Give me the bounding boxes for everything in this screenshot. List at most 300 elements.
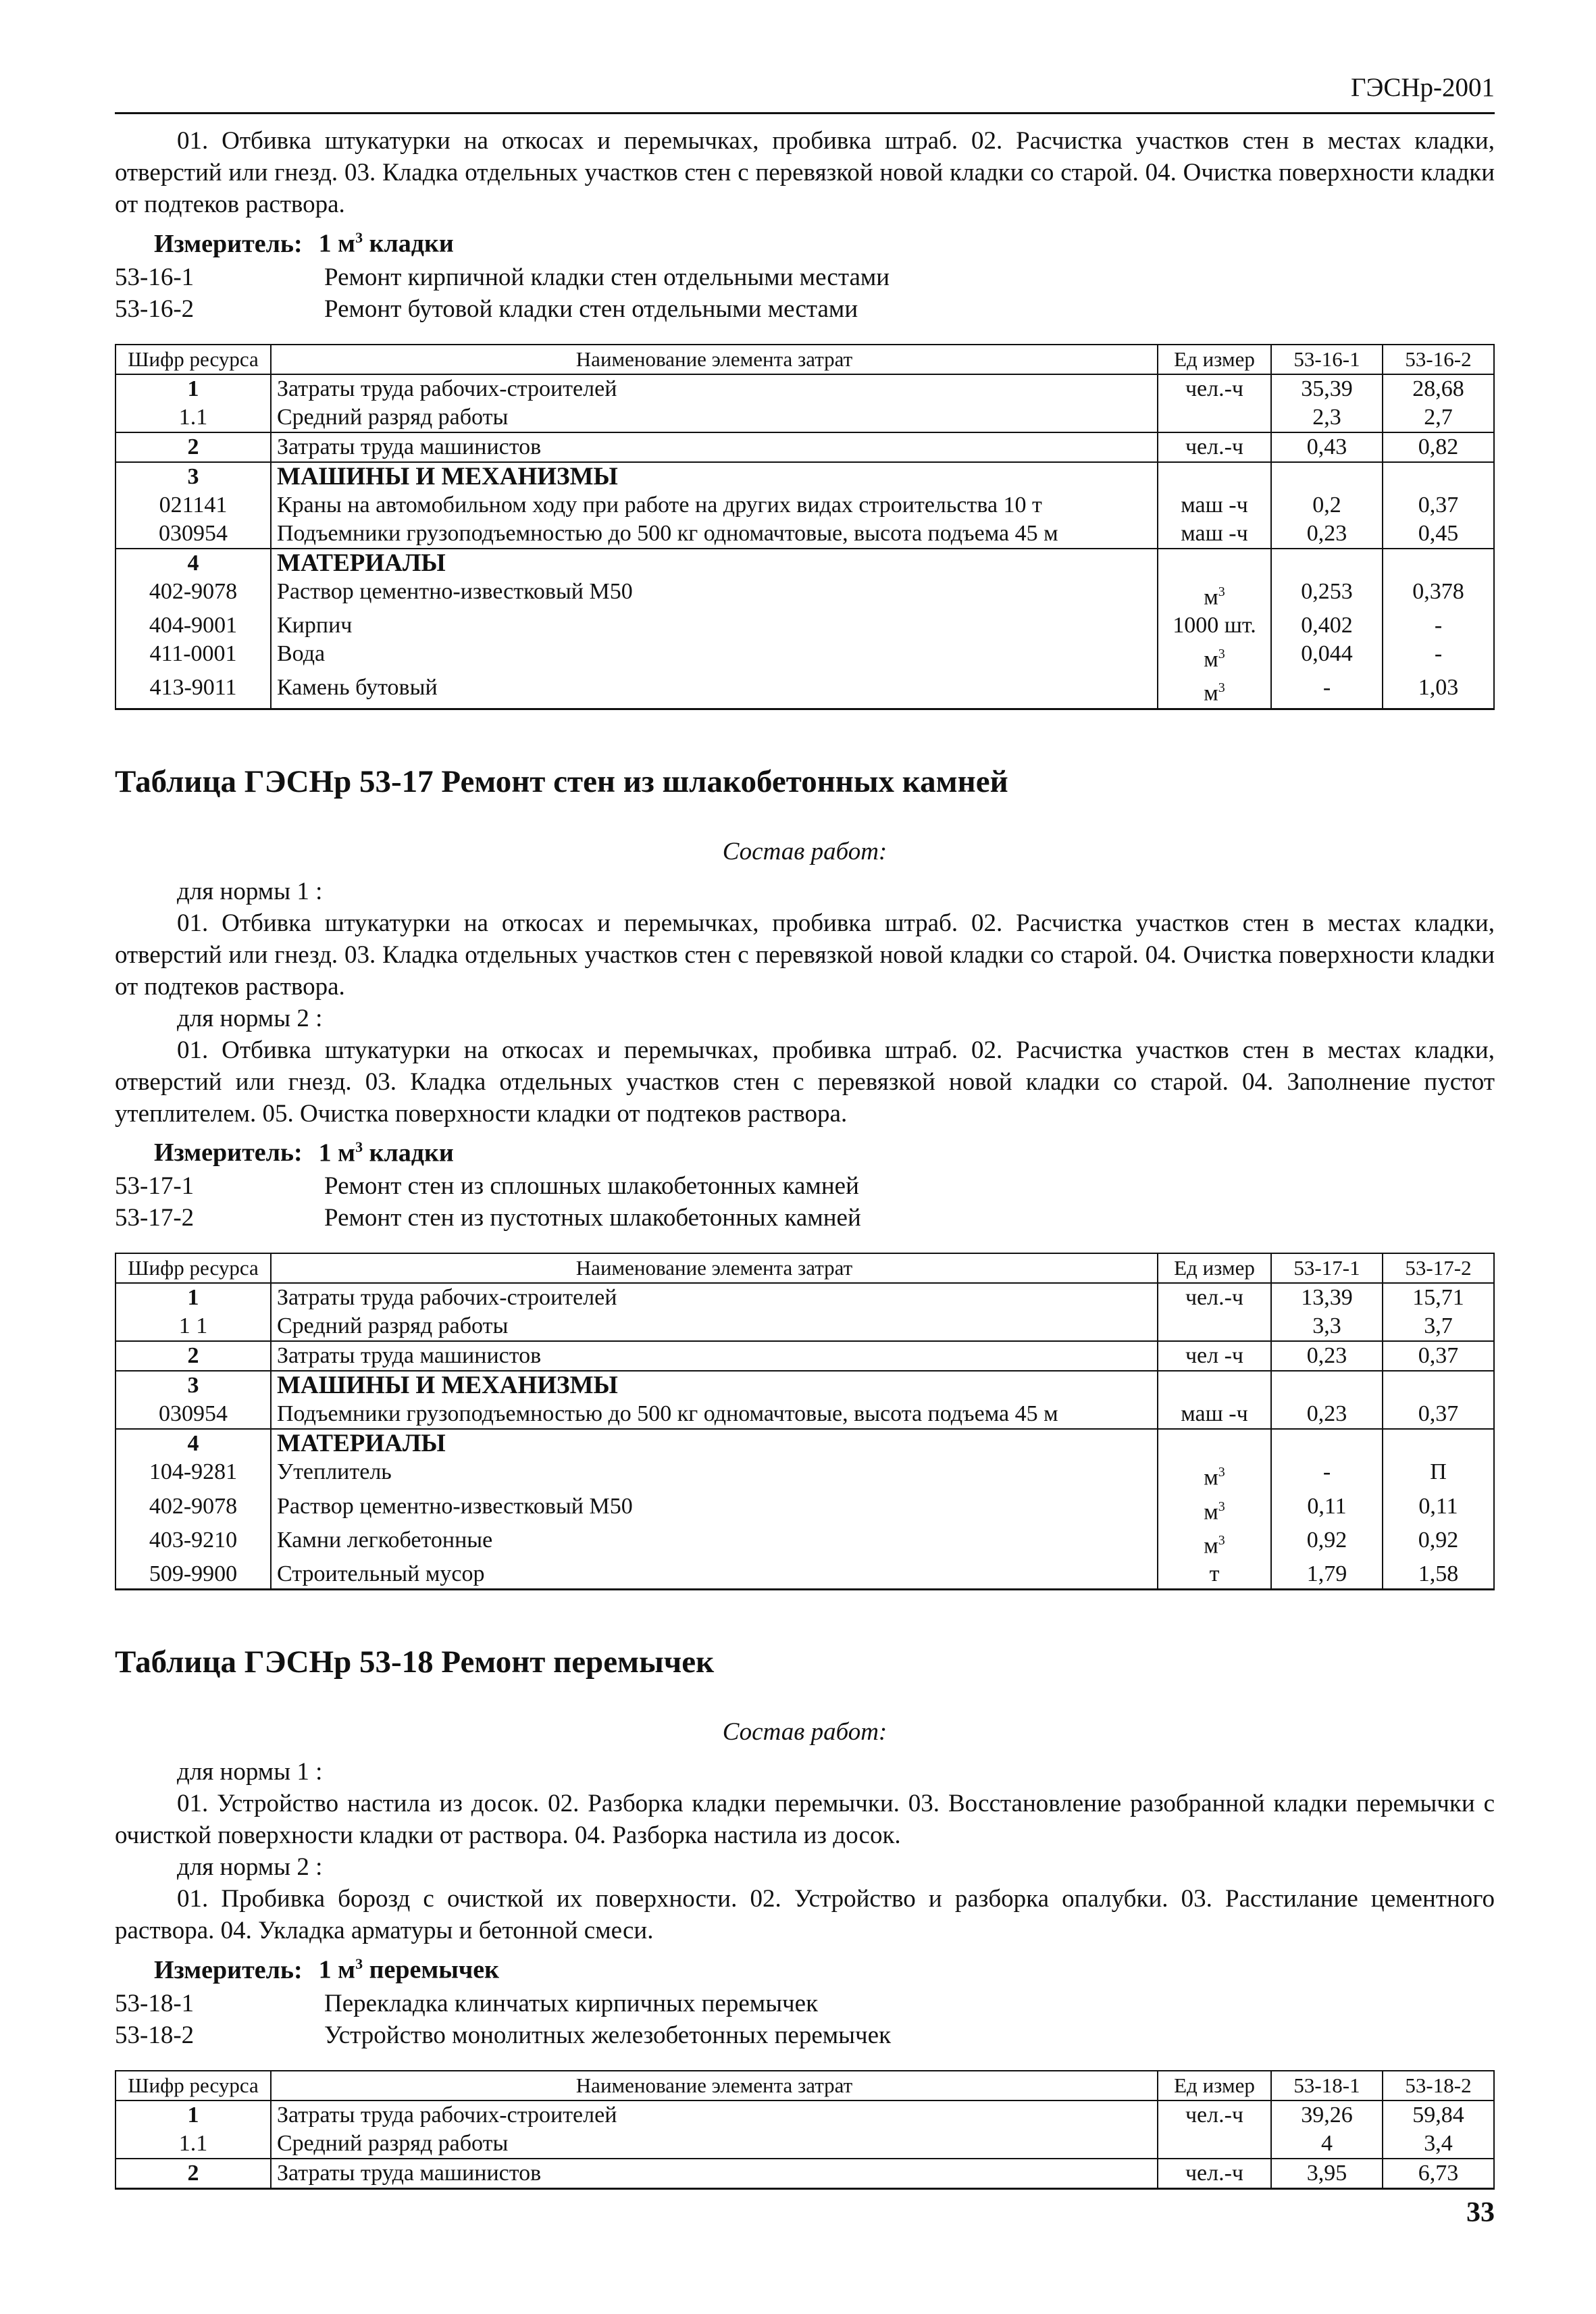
cell-value-1 bbox=[1271, 1400, 1383, 1429]
cell-unit bbox=[1158, 374, 1271, 403]
norm1-label: для нормы 1 : bbox=[177, 877, 323, 905]
cell-value-2 bbox=[1383, 640, 1494, 674]
table-section-row bbox=[115, 1371, 1494, 1400]
table-row bbox=[115, 611, 1494, 640]
cell-unit bbox=[1158, 462, 1271, 491]
norm-code: 53-16-1 bbox=[115, 263, 195, 291]
measure-label: Измеритель: bbox=[154, 1955, 303, 1984]
cell-code bbox=[115, 1371, 271, 1400]
cell-unit-text: 1000 шт. bbox=[1173, 612, 1256, 638]
cell-value-2 bbox=[1383, 2130, 1494, 2159]
cell-unit bbox=[1158, 1458, 1271, 1492]
cell-unit bbox=[1158, 1560, 1271, 1590]
cell-name bbox=[271, 1283, 1158, 1312]
table-row bbox=[115, 1341, 1494, 1371]
cell-name-text: Затраты труда рабочих-строителей bbox=[277, 1285, 617, 1311]
cell-code-text: 1 bbox=[187, 2102, 199, 2128]
cell-name-text: Средний разряд работы bbox=[277, 404, 509, 430]
cell-value-2-text: 2,7 bbox=[1424, 404, 1453, 430]
table-section-row bbox=[115, 1429, 1494, 1458]
cell-unit bbox=[1158, 578, 1271, 611]
cell-value-2-text: 0,11 bbox=[1418, 1493, 1458, 1519]
cell-name bbox=[271, 1526, 1158, 1560]
cell-name-text: МАШИНЫ И МЕХАНИЗМЫ bbox=[277, 462, 618, 491]
cell-unit bbox=[1158, 403, 1271, 432]
cell-name bbox=[271, 2130, 1158, 2159]
cell-code-text: 413-9011 bbox=[149, 675, 237, 701]
cell-value-1 bbox=[1271, 1312, 1383, 1341]
col-header-norm2: 53-18-2 bbox=[1383, 2071, 1494, 2101]
cell-name bbox=[271, 1312, 1158, 1341]
table-row bbox=[115, 520, 1494, 549]
cell-value-2 bbox=[1383, 1526, 1494, 1560]
cell-value-2-text: 15,71 bbox=[1412, 1285, 1464, 1311]
cell-value-1-text: 0,23 bbox=[1306, 520, 1347, 546]
cell-name-text: Раствор цементно-известковый М50 bbox=[277, 1493, 633, 1519]
cell-name-text: Затраты труда машинистов bbox=[277, 2160, 542, 2186]
cell-value-2-text: 1,58 bbox=[1418, 1561, 1459, 1587]
cell-value-2 bbox=[1383, 1400, 1494, 1429]
cell-value-2 bbox=[1383, 403, 1494, 432]
cell-name bbox=[271, 403, 1158, 432]
table-row bbox=[115, 1458, 1494, 1492]
measure-line bbox=[115, 222, 1495, 260]
table-heading: Таблица ГЭСНр 53-18 Ремонт перемычек bbox=[115, 1644, 715, 1680]
cell-value-2 bbox=[1383, 462, 1494, 491]
col-header-norm1: 53-17-1 bbox=[1271, 1253, 1383, 1283]
norm-line bbox=[115, 1202, 1495, 1234]
cell-unit-text: маш -ч bbox=[1181, 492, 1248, 518]
col-header-norm1: 53-16-1 bbox=[1271, 345, 1383, 374]
norm1-label: для нормы 1 : bbox=[177, 1758, 323, 1786]
cell-unit-text: чел.-ч bbox=[1185, 434, 1244, 459]
cell-name-text: Кирпич bbox=[277, 612, 353, 638]
cell-value-1-text: 0,044 bbox=[1301, 640, 1353, 666]
table-row bbox=[115, 640, 1494, 674]
cell-name-text: Затраты труда машинистов bbox=[277, 434, 542, 459]
table-row bbox=[115, 674, 1494, 709]
cell-name-text: МАТЕРИАЛЫ bbox=[277, 549, 446, 577]
cell-name bbox=[271, 549, 1158, 578]
composition-title: Состав работ: bbox=[722, 1718, 887, 1746]
cell-value-2 bbox=[1383, 1341, 1494, 1371]
cell-code-text: 2 bbox=[187, 434, 199, 459]
cell-value-1-text: - bbox=[1322, 675, 1331, 701]
col-header-unit: Ед измер bbox=[1158, 2071, 1271, 2101]
cell-code bbox=[115, 1526, 271, 1560]
cell-unit bbox=[1158, 432, 1271, 462]
cell-code bbox=[115, 1429, 271, 1458]
table-section-row bbox=[115, 462, 1494, 491]
cell-unit bbox=[1158, 1492, 1271, 1526]
cell-code-text: 1.1 bbox=[178, 2130, 208, 2156]
cell-name-text: Подъемники грузоподъемностью до 500 кг одномачтовые, высота подъема 45 м bbox=[277, 1401, 1058, 1427]
cell-code-text: 402-9078 bbox=[149, 578, 238, 604]
table-row bbox=[115, 374, 1494, 403]
cell-value-1-text: 0,23 bbox=[1306, 1401, 1347, 1427]
cell-value-1 bbox=[1271, 462, 1383, 491]
cell-name bbox=[271, 1492, 1158, 1526]
cell-code-text: 403-9210 bbox=[149, 1527, 238, 1553]
table-row bbox=[115, 2101, 1494, 2130]
norm-line bbox=[115, 1988, 1495, 2019]
cell-unit bbox=[1158, 1283, 1271, 1312]
col-header-unit: Ед измер bbox=[1158, 1253, 1271, 1283]
table-row bbox=[115, 2159, 1494, 2189]
cell-code bbox=[115, 2130, 271, 2159]
cell-code-text: 3 bbox=[187, 463, 199, 489]
cell-value-2 bbox=[1383, 374, 1494, 403]
cell-name-text: Утеплитель bbox=[277, 1459, 392, 1485]
norm2-label: для нормы 2 : bbox=[177, 1004, 323, 1032]
cell-unit bbox=[1158, 491, 1271, 520]
page-number: 33 bbox=[1466, 2197, 1495, 2228]
cell-unit bbox=[1158, 674, 1271, 709]
cell-value-1-text: 1,79 bbox=[1306, 1561, 1347, 1587]
cell-unit bbox=[1158, 1429, 1271, 1458]
norm-name: Перекладка клинчатых кирпичных перемычек bbox=[324, 1989, 819, 2017]
cell-unit bbox=[1158, 1371, 1271, 1400]
col-header-code: Шифр ресурса bbox=[115, 345, 271, 374]
norm-code: 53-18-2 bbox=[115, 2021, 195, 2049]
cell-code bbox=[115, 1492, 271, 1526]
table-row bbox=[115, 1400, 1494, 1429]
table-header-row bbox=[115, 1253, 1494, 1283]
cell-value-1-text: 0,253 bbox=[1301, 578, 1353, 604]
cell-value-2-text: 3,4 bbox=[1424, 2130, 1453, 2156]
cell-value-1 bbox=[1271, 549, 1383, 578]
cell-value-2-text: 6,73 bbox=[1418, 2160, 1459, 2186]
section-53-18 bbox=[115, 1642, 1495, 2190]
cell-value-1 bbox=[1271, 520, 1383, 549]
cell-code-text: 104-9281 bbox=[149, 1459, 238, 1485]
cell-name-text: Камни легкобетонные bbox=[277, 1527, 493, 1553]
cell-value-1-text: 0,11 bbox=[1307, 1493, 1347, 1519]
cell-value-2 bbox=[1383, 491, 1494, 520]
measure-line bbox=[115, 1131, 1495, 1169]
cell-code bbox=[115, 491, 271, 520]
unit-superscript: 3 bbox=[1218, 680, 1225, 696]
cell-code bbox=[115, 403, 271, 432]
cell-value-1-text: 4 bbox=[1321, 2130, 1333, 2156]
table-row bbox=[115, 1560, 1494, 1590]
norm-name: Устройство монолитных железобетонных перемычек bbox=[324, 2021, 892, 2049]
cell-value-2-text: П bbox=[1430, 1459, 1447, 1485]
cell-name bbox=[271, 520, 1158, 549]
unit-superscript: 3 bbox=[1218, 646, 1225, 661]
cell-unit-text: т bbox=[1209, 1561, 1220, 1587]
norm2-label: для нормы 2 : bbox=[177, 1853, 323, 1882]
cell-value-2 bbox=[1383, 1283, 1494, 1312]
cell-unit-text: чел.-ч bbox=[1185, 1285, 1244, 1311]
norm-line bbox=[115, 2019, 1495, 2051]
cell-value-1 bbox=[1271, 1341, 1383, 1371]
cell-value-1 bbox=[1271, 2130, 1383, 2159]
measure-line bbox=[115, 1948, 1495, 1986]
table-row bbox=[115, 2130, 1494, 2159]
cell-code-text: 021141 bbox=[159, 492, 228, 518]
cell-unit bbox=[1158, 1312, 1271, 1341]
cell-unit-text: чел -ч bbox=[1185, 1343, 1244, 1369]
cell-value-2-text: 0,378 bbox=[1412, 578, 1464, 604]
cell-name-text: МАШИНЫ И МЕХАНИЗМЫ bbox=[277, 1372, 618, 1400]
cell-value-1-text: 35,39 bbox=[1301, 376, 1353, 401]
cell-code-text: 509-9900 bbox=[149, 1561, 238, 1587]
resource-table bbox=[115, 344, 1495, 710]
cell-value-1 bbox=[1271, 491, 1383, 520]
cell-code bbox=[115, 2159, 271, 2189]
cell-value-1 bbox=[1271, 640, 1383, 674]
cell-code bbox=[115, 2101, 271, 2130]
cell-value-2 bbox=[1383, 1429, 1494, 1458]
cell-unit-text: чел.-ч bbox=[1185, 376, 1244, 401]
measure-value: 1 м bbox=[318, 229, 356, 258]
cell-value-2 bbox=[1383, 1312, 1494, 1341]
table-row bbox=[115, 1526, 1494, 1560]
col-header-name: Наименование элемента затрат bbox=[271, 345, 1158, 374]
cell-code-text: 1 1 bbox=[178, 1313, 208, 1339]
cell-value-1-text: 0,2 bbox=[1312, 492, 1341, 518]
cell-code bbox=[115, 1341, 271, 1371]
cell-value-1-text: 0,402 bbox=[1301, 612, 1353, 638]
measure-value: 1 м bbox=[318, 1955, 356, 1984]
cell-code-text: 402-9078 bbox=[149, 1493, 238, 1519]
table-header-row bbox=[115, 345, 1494, 374]
col-header-code: Шифр ресурса bbox=[115, 1253, 271, 1283]
cell-code-text: 4 bbox=[187, 550, 199, 576]
cell-value-1-text: 3,95 bbox=[1306, 2160, 1347, 2186]
cell-value-2 bbox=[1383, 578, 1494, 611]
cell-unit bbox=[1158, 520, 1271, 549]
cell-name-text: Затраты труда рабочих-строителей bbox=[277, 2102, 617, 2128]
cell-name bbox=[271, 462, 1158, 491]
cell-name bbox=[271, 1371, 1158, 1400]
section-53-16 bbox=[115, 125, 1495, 710]
cell-code-text: 030954 bbox=[159, 520, 228, 546]
table-row bbox=[115, 432, 1494, 462]
cell-value-2-text: 28,68 bbox=[1412, 376, 1464, 401]
cell-code bbox=[115, 1400, 271, 1429]
measure-label: Измеритель: bbox=[154, 229, 303, 258]
cell-code bbox=[115, 1458, 271, 1492]
cell-name bbox=[271, 1400, 1158, 1429]
resource-table bbox=[115, 2070, 1495, 2190]
cell-value-2-text: 0,37 bbox=[1418, 1401, 1459, 1427]
norm1-text: 01. Отбивка штукатурки на откосах и перемычках, пробивка штраб. 02. Расчистка участков стен в местах кладки, отверстий или гнезд. 03. Кладка отдельных участков стен с перевязкой новой кладки со старой. 04. Очистка поверхности кладки от подтеков раствора. bbox=[115, 909, 1495, 1001]
cell-value-2-text: 0,82 bbox=[1418, 434, 1459, 459]
cell-unit-text: м bbox=[1204, 647, 1218, 672]
cell-code-text: 4 bbox=[187, 1431, 199, 1457]
cell-name bbox=[271, 674, 1158, 709]
cell-value-2 bbox=[1383, 611, 1494, 640]
work-composition-text: 01. Отбивка штукатурки на откосах и перемычках, пробивка штраб. 02. Расчистка участков стен в местах кладки, отверстий или гнезд. 03. Кладка отдельных участков стен с перевязкой новой кладки со старой. 04. Очистка поверхности кладки от подтеков раствора. bbox=[115, 127, 1495, 218]
cell-value-2-text: 0,45 bbox=[1418, 520, 1459, 546]
norm-name: Ремонт стен из пустотных шлакобетонных камней bbox=[324, 1204, 861, 1232]
table-heading: Таблица ГЭСНр 53-17 Ремонт стен из шлакобетонных камней bbox=[115, 763, 1008, 799]
unit-superscript: 3 bbox=[1218, 584, 1225, 599]
cell-value-2-text: - bbox=[1434, 640, 1443, 666]
col-header-name: Наименование элемента затрат bbox=[271, 1253, 1158, 1283]
col-header-norm1: 53-18-1 bbox=[1271, 2071, 1383, 2101]
cell-unit bbox=[1158, 640, 1271, 674]
table-row bbox=[115, 1283, 1494, 1312]
cell-unit bbox=[1158, 611, 1271, 640]
cell-unit-text: маш -ч bbox=[1181, 520, 1248, 546]
cell-code bbox=[115, 374, 271, 403]
norm-name: Ремонт стен из сплошных шлакобетонных камней bbox=[324, 1172, 859, 1201]
norm-line bbox=[115, 1170, 1495, 1202]
cell-value-1 bbox=[1271, 403, 1383, 432]
cell-code-text: 1.1 bbox=[178, 404, 208, 430]
cell-unit-text: м bbox=[1204, 1499, 1218, 1524]
cell-name-text: Средний разряд работы bbox=[277, 1313, 509, 1339]
cell-name-text: МАТЕРИАЛЫ bbox=[277, 1430, 446, 1458]
cell-name-text: Средний разряд работы bbox=[277, 2130, 509, 2156]
cell-value-2 bbox=[1383, 432, 1494, 462]
cell-code-text: 030954 bbox=[159, 1401, 228, 1427]
norm1-text: 01. Устройство настила из досок. 02. Разборка кладки перемычки. 03. Восстановление разобранной кладки перемычки с очисткой поверхности кладки от раствора. 04. Разборка настила из досок. bbox=[115, 1790, 1495, 1850]
cell-value-1 bbox=[1271, 1429, 1383, 1458]
col-header-norm2: 53-17-2 bbox=[1383, 1253, 1494, 1283]
cell-value-1 bbox=[1271, 1492, 1383, 1526]
cell-value-1 bbox=[1271, 1283, 1383, 1312]
cell-code bbox=[115, 578, 271, 611]
unit-superscript: 3 bbox=[1218, 1532, 1225, 1548]
cell-value-2-text: 59,84 bbox=[1412, 2102, 1464, 2128]
measure-sup: 3 bbox=[355, 229, 363, 246]
cell-name bbox=[271, 611, 1158, 640]
composition-title: Состав работ: bbox=[722, 837, 887, 865]
cell-value-2-text: 0,37 bbox=[1418, 1343, 1459, 1369]
cell-value-2-text: 3,7 bbox=[1424, 1313, 1453, 1339]
cell-name-text: Строительный мусор bbox=[277, 1561, 485, 1587]
cell-code bbox=[115, 1560, 271, 1590]
cell-unit bbox=[1158, 1526, 1271, 1560]
col-header-norm2: 53-16-2 bbox=[1383, 345, 1494, 374]
cell-code bbox=[115, 611, 271, 640]
norm-name: Ремонт бутовой кладки стен отдельными местами bbox=[324, 295, 858, 323]
norm-code: 53-18-1 bbox=[115, 1989, 195, 2017]
cell-code-text: 404-9001 bbox=[149, 612, 238, 638]
cell-code-text: 1 bbox=[187, 376, 199, 401]
cell-value-1 bbox=[1271, 374, 1383, 403]
cell-code bbox=[115, 640, 271, 674]
cell-value-1-text: - bbox=[1322, 1459, 1331, 1485]
cell-code bbox=[115, 520, 271, 549]
cell-value-2 bbox=[1383, 549, 1494, 578]
running-head: ГЭСНр-2001 bbox=[115, 68, 1495, 114]
cell-code bbox=[115, 462, 271, 491]
cell-value-2 bbox=[1383, 1371, 1494, 1400]
cell-name-text: Подъемники грузоподъемностью до 500 кг одномачтовые, высота подъема 45 м bbox=[277, 520, 1058, 546]
measure-label: Измеритель: bbox=[154, 1138, 303, 1167]
cell-name bbox=[271, 2159, 1158, 2189]
cell-name bbox=[271, 1458, 1158, 1492]
cell-value-1-text: 0,23 bbox=[1306, 1343, 1347, 1369]
cell-name bbox=[271, 1341, 1158, 1371]
col-header-code: Шифр ресурса bbox=[115, 2071, 271, 2101]
cell-unit-text: м bbox=[1204, 680, 1218, 706]
cell-value-2 bbox=[1383, 674, 1494, 709]
cell-unit-text: м bbox=[1204, 1465, 1218, 1490]
cell-unit bbox=[1158, 549, 1271, 578]
cell-unit-text: м bbox=[1204, 584, 1218, 609]
cell-code bbox=[115, 1312, 271, 1341]
cell-value-2 bbox=[1383, 2101, 1494, 2130]
cell-value-2 bbox=[1383, 1560, 1494, 1590]
cell-value-1 bbox=[1271, 611, 1383, 640]
unit-superscript: 3 bbox=[1218, 1465, 1225, 1480]
table-header-row bbox=[115, 2071, 1494, 2101]
cell-name bbox=[271, 374, 1158, 403]
cell-value-1 bbox=[1271, 432, 1383, 462]
cell-value-1-text: 0,92 bbox=[1306, 1527, 1347, 1553]
cell-name bbox=[271, 578, 1158, 611]
cell-value-1 bbox=[1271, 2101, 1383, 2130]
resource-table bbox=[115, 1253, 1495, 1590]
table-row bbox=[115, 1312, 1494, 1341]
cell-unit bbox=[1158, 2130, 1271, 2159]
norm-name: Ремонт кирпичной кладки стен отдельными местами bbox=[324, 263, 890, 291]
cell-name bbox=[271, 491, 1158, 520]
table-row bbox=[115, 1492, 1494, 1526]
cell-value-1 bbox=[1271, 1371, 1383, 1400]
cell-code-text: 411-0001 bbox=[149, 640, 237, 666]
cell-name-text: Затраты труда машинистов bbox=[277, 1343, 542, 1369]
cell-unit-text: чел.-ч bbox=[1185, 2102, 1244, 2128]
norm-code: 53-17-1 bbox=[115, 1172, 195, 1201]
cell-name bbox=[271, 640, 1158, 674]
cell-code-text: 2 bbox=[187, 2160, 199, 2186]
measure-sup: 3 bbox=[355, 1955, 363, 1973]
cell-value-1 bbox=[1271, 1526, 1383, 1560]
cell-value-2 bbox=[1383, 1458, 1494, 1492]
measure-unit: перемычек bbox=[363, 1955, 500, 1984]
measure-unit: кладки bbox=[363, 229, 454, 258]
cell-name-text: Затраты труда рабочих-строителей bbox=[277, 376, 617, 401]
table-row bbox=[115, 403, 1494, 432]
norm-line bbox=[115, 261, 1495, 293]
cell-value-2 bbox=[1383, 2159, 1494, 2189]
unit-superscript: 3 bbox=[1218, 1499, 1225, 1514]
cell-name bbox=[271, 2101, 1158, 2130]
cell-value-1 bbox=[1271, 1458, 1383, 1492]
cell-code bbox=[115, 549, 271, 578]
cell-value-2-text: 0,37 bbox=[1418, 492, 1459, 518]
cell-value-2-text: 0,92 bbox=[1418, 1527, 1459, 1553]
cell-value-2 bbox=[1383, 1492, 1494, 1526]
cell-name-text: Вода bbox=[277, 640, 326, 666]
norm-code: 53-17-2 bbox=[115, 1204, 195, 1232]
norm2-text: 01. Пробивка борозд с очисткой их поверхности. 02. Устройство и разборка опалубки. 03. Расстилание цементного раствора. 04. Укладка арматуры и бетонной смеси. bbox=[115, 1885, 1495, 1945]
cell-unit-text: чел.-ч bbox=[1185, 2160, 1244, 2186]
cell-value-1 bbox=[1271, 674, 1383, 709]
cell-code bbox=[115, 432, 271, 462]
cell-value-1 bbox=[1271, 1560, 1383, 1590]
cell-unit-text: маш -ч bbox=[1181, 1401, 1248, 1427]
table-row bbox=[115, 491, 1494, 520]
cell-code-text: 2 bbox=[187, 1343, 199, 1369]
norm-line bbox=[115, 293, 1495, 325]
table-row bbox=[115, 578, 1494, 611]
col-header-name: Наименование элемента затрат bbox=[271, 2071, 1158, 2101]
measure-unit: кладки bbox=[363, 1138, 454, 1167]
cell-value-2 bbox=[1383, 520, 1494, 549]
cell-value-1 bbox=[1271, 578, 1383, 611]
cell-value-2-text: - bbox=[1434, 612, 1443, 638]
cell-unit bbox=[1158, 2159, 1271, 2189]
cell-name bbox=[271, 1429, 1158, 1458]
